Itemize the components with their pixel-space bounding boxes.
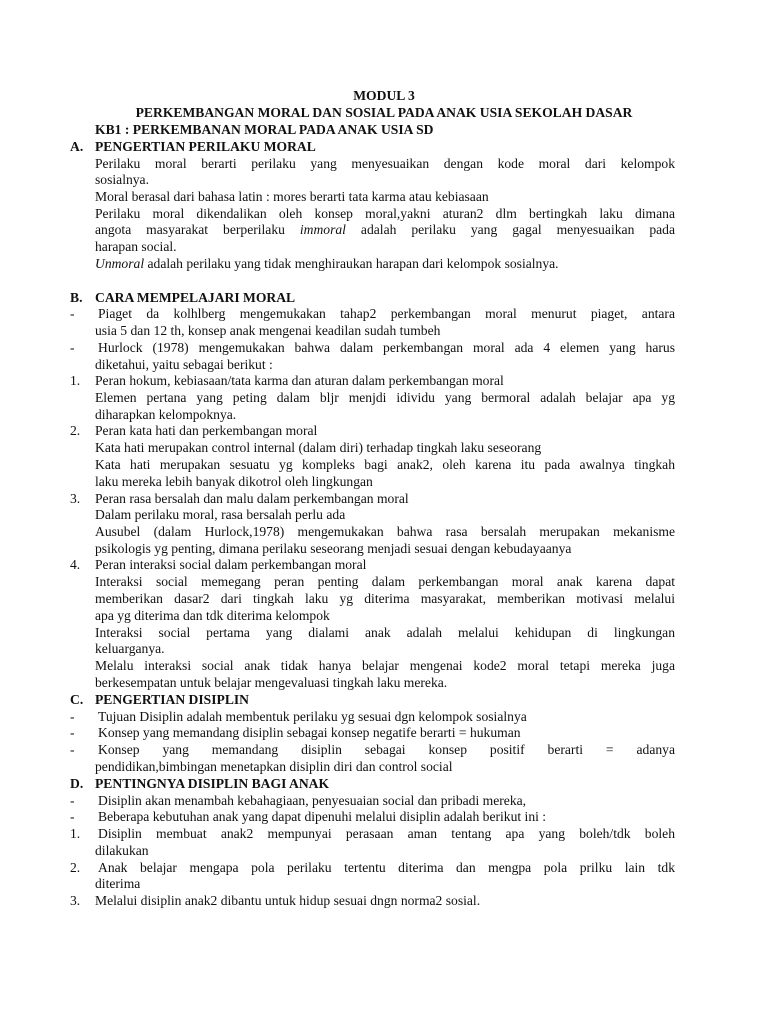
paragraph-line: Melalu interaksi social anak tidak hanya belajar mengenai kode2 moral tetapi mereka juga [95, 658, 675, 673]
paragraph-line: Melalui disiplin anak2 dibantu untuk hidup sesuai dngn norma2 sosial. [95, 893, 481, 908]
document-title: PERKEMBANGAN MORAL DAN SOSIAL PADA ANAK USIA SEKOLAH DASAR [135, 105, 633, 120]
section-c-heading: PENGERTIAN DISIPLIN [95, 692, 249, 707]
list-number: 3. [70, 893, 81, 908]
list-number: 3. [70, 491, 81, 506]
paragraph-line: Tujuan Disiplin adalah membentuk perilaku yg sesuai dgn kelompok sosialnya [98, 709, 527, 724]
paragraph-line: Konsep yang memandang disiplin sebagai konsep positif berarti = adanya [98, 742, 675, 757]
paragraph-line: Interaksi social pertama yang dialami anak adalah melalui kehidupan di lingkungan [95, 625, 675, 640]
bullet-dash: - [70, 709, 75, 724]
paragraph-line: Ausubel (dalam Hurlock,1978) mengemukakan bahwa rasa bersalah merupakan mekanisme [95, 524, 675, 539]
list-item-title: Peran hokum, kebiasaan/tata karma dan aturan dalam perkembangan moral [95, 373, 504, 388]
paragraph-line: Anak belajar mengapa pola perilaku tertentu diterima dan mengpa pola prilku lain tdk [98, 860, 675, 875]
list-number: 4. [70, 557, 81, 572]
paragraph-line: Beberapa kebutuhan anak yang dapat dipenuhi melalui disiplin adalah berikut ini : [98, 809, 547, 824]
paragraph-line: Disiplin akan menambah kebahagiaan, penyesuaian social dan pribadi mereka, [98, 793, 527, 808]
paragraph-line: Kata hati merupakan control internal (dalam diri) terhadap tingkah laku seseorang [95, 440, 542, 455]
paragraph-line: Dalam perilaku moral, rasa bersalah perlu ada [95, 507, 346, 522]
paragraph-line: Hurlock (1978) mengemukakan bahwa dalam perkembangan moral ada 4 elemen yang harus [98, 340, 675, 355]
bullet-dash: - [70, 742, 75, 757]
paragraph-line: diharapkan kelompoknya. [95, 407, 237, 422]
bullet-dash: - [70, 809, 75, 824]
paragraph-line: keluarganya. [95, 641, 165, 656]
paragraph-line: diketahui, yaitu sebagai berikut : [95, 357, 273, 372]
section-b-heading: CARA MEMPELAJARI MORAL [95, 290, 296, 305]
section-d-marker: D. [70, 776, 84, 791]
section-b-marker: B. [70, 290, 83, 305]
list-number: 1. [70, 373, 81, 388]
list-number: 1. [70, 826, 81, 841]
section-d-heading: PENTINGNYA DISIPLIN BAGI ANAK [95, 776, 330, 791]
section-a-heading: PENGERTIAN PERILAKU MORAL [95, 139, 316, 154]
paragraph-line: Kata hati merupakan sesuatu yg kompleks bagi anak2, oleh karena itu pada awalnya tingkah [95, 457, 675, 472]
kb-heading: KB1 : PERKEMBANAN MORAL PADA ANAK USIA SD [95, 122, 434, 137]
paragraph-line: Moral berasal dari bahasa latin : mores berarti tata karma atau kebiasaan [95, 189, 489, 204]
list-number: 2. [70, 423, 81, 438]
italic-term: immoral [299, 222, 346, 237]
paragraph-line: Interaksi social memegang peran penting dalam perkembangan moral anak karena dapat [95, 574, 675, 589]
paragraph-line: Disiplin membuat anak2 mempunyai perasaan aman tentang apa yang boleh/tdk boleh [98, 826, 675, 841]
paragraph-line: Elemen pertana yang peting dalam bljr menjdi idividu yang bermoral adalah belajar apa yg [95, 390, 675, 405]
paragraph-line: dilakukan [95, 843, 149, 858]
paragraph-line: diterima [95, 876, 141, 891]
text-fragment: angota masyarakat berperilaku [95, 222, 285, 237]
list-item-title: Peran kata hati dan perkembangan moral [95, 423, 318, 438]
module-label: MODUL 3 [353, 88, 415, 103]
paragraph-line: Perilaku moral berarti perilaku yang menyesuaikan dengan kode moral dari kelompok [95, 156, 675, 171]
paragraph-line: laku mereka lebih banyak dikotrol oleh lingkungan [95, 474, 373, 489]
list-item-title: Peran interaksi social dalam perkembangan moral [95, 557, 367, 572]
list-item-title: Peran rasa bersalah dan malu dalam perkembangan moral [95, 491, 409, 506]
bullet-dash: - [70, 306, 75, 321]
paragraph-line: memberikan dasar2 dari tingkah laku yg diterima masyarakat, memberikan motivasi melalui [95, 591, 675, 606]
paragraph-line: harapan social. [95, 239, 177, 254]
paragraph-line: pendidikan,bimbingan menetapkan disiplin diri dan control social [95, 759, 453, 774]
paragraph-line: apa yg diterima dan tdk diterima kelompok [95, 608, 330, 623]
paragraph-line: sosialnya. [95, 172, 149, 187]
paragraph-line: Perilaku moral dikendalikan oleh konsep moral,yakni aturan2 dlm bertingkah laku dimana [95, 206, 675, 221]
paragraph-line: Konsep yang memandang disiplin sebagai konsep negatife berarti = hukuman [98, 725, 521, 740]
paragraph-line [95, 256, 559, 273]
text-fragment: adalah perilaku yang tidak menghiraukan harapan dari kelompok sosialnya. [144, 256, 559, 271]
paragraph-line: berkesempatan untuk belajar mengevaluasi tingkah laku mereka. [95, 675, 448, 690]
italic-term: Unmoral [95, 256, 145, 271]
bullet-dash: - [70, 340, 75, 355]
paragraph-line: usia 5 dan 12 th, konsep anak mengenai keadilan sudah tumbeh [95, 323, 441, 338]
text-fragment: adalah perilaku yang gagal menyesuaikan pada [360, 222, 675, 237]
paragraph-line [95, 222, 675, 239]
paragraph-line: psikologis yg penting, dimana perilaku seseorang menjadi sesuai dengan kebudayaanya [95, 541, 572, 556]
bullet-dash: - [70, 793, 75, 808]
section-c-marker: C. [70, 692, 84, 707]
paragraph-line: Piaget da kolhlberg mengemukakan tahap2 perkembangan moral menurut piaget, antara [98, 306, 675, 321]
section-a-marker: A. [70, 139, 84, 154]
list-number: 2. [70, 860, 81, 875]
bullet-dash: - [70, 725, 75, 740]
